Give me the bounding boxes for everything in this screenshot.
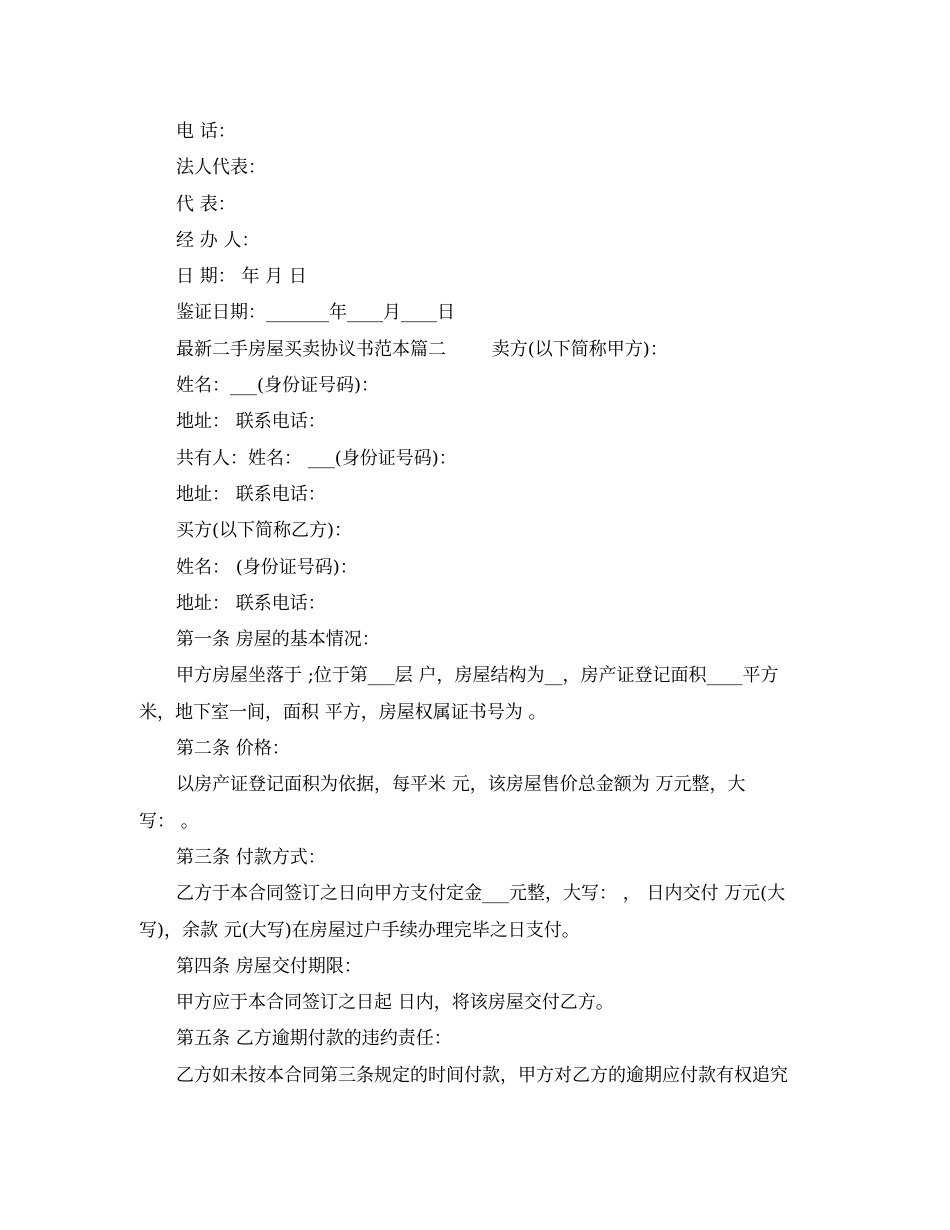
text-line-article-5: 第五条 乙方逾期付款的违约责任：: [176, 1028, 452, 1050]
text-line-article-3-body-2: 写)，余款 元(大写)在房屋过户手续办理完毕之日支付。: [139, 919, 580, 941]
text-line-buyer-name: 姓名： (身份证号码)：: [176, 556, 358, 578]
text-line-co-owner-address: 地址： 联系电话：: [176, 483, 326, 505]
text-line-buyer-address: 地址： 联系电话：: [176, 592, 326, 614]
text-line-verification-date: 鉴证日期：_______年____月____日: [176, 302, 455, 324]
text-line-date: 日 期： 年 月 日: [176, 266, 307, 288]
text-line-buyer: 买方(以下简称乙方)：: [176, 520, 353, 542]
text-line-seller-address: 地址： 联系电话：: [176, 411, 326, 433]
text-line-section-heading: 最新二手房屋买卖协议书范本篇二 卖方(以下简称甲方)：: [176, 338, 668, 360]
text-line-article-2-body-2: 写： 。: [139, 810, 199, 832]
text-line-article-4-body: 甲方应于本合同签订之日起 日内，将该房屋交付乙方。: [176, 992, 614, 1014]
text-line-article-3: 第三条 付款方式：: [176, 846, 326, 868]
text-line-article-2: 第二条 价格：: [176, 738, 290, 760]
text-line-phone: 电 话：: [176, 121, 236, 142]
text-line-article-1: 第一条 房屋的基本情况：: [176, 629, 380, 651]
text-line-article-4: 第四条 房屋交付期限：: [176, 955, 362, 977]
text-line-article-5-body: 乙方如未按本合同第三条规定的时间付款，甲方对乙方的逾期应付款有权追究: [176, 1064, 788, 1086]
text-line-article-1-body-1: 甲方房屋坐落于 ;位于第___层 户，房屋结构为__，房产证登记面积____平方: [176, 665, 779, 687]
text-line-co-owner-name: 共有人：姓名： ___(身份证号码)：: [176, 447, 457, 469]
text-line-article-1-body-2: 米，地下室一间，面积 平方，房屋权属证书号为 。: [139, 701, 547, 723]
text-line-seller-name: 姓名：___(身份证号码)：: [176, 375, 380, 397]
text-line-article-2-body-1: 以房产证登记面积为依据，每平米 元，该房屋售价总金额为 万元整，大: [176, 774, 746, 796]
document-body: [139, 114, 817, 1094]
text-line-legal-representative: 法人代表：: [176, 157, 266, 179]
text-line-representative: 代 表：: [176, 193, 236, 215]
text-line-handler: 经 办 人：: [176, 229, 260, 251]
text-line-article-3-body-1: 乙方于本合同签订之日向甲方支付定金___元整，大写： ， 日内交付 万元(大: [176, 883, 786, 905]
